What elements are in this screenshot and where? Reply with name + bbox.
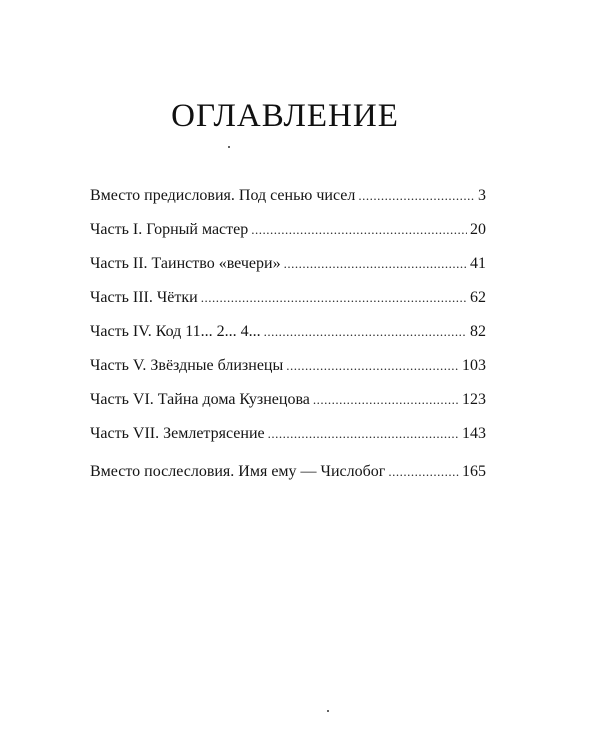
toc-entry-label: Часть I. Горный мастер — [90, 221, 249, 238]
toc-entry-label: Вместо предисловия. Под сенью чисел — [90, 187, 356, 204]
toc-entry-label: Часть VI. Тайна дома Кузнецова — [90, 391, 310, 408]
toc-entry-page: 123 — [462, 391, 486, 408]
toc-entry — [90, 356, 486, 376]
toc-entry — [90, 186, 486, 206]
toc-entry-page: 103 — [462, 357, 486, 374]
toc-entry-page: 62 — [470, 289, 486, 306]
toc-leader-dots — [201, 288, 467, 308]
toc-entry — [90, 322, 486, 342]
toc-entry-label: Часть IV. Код 11... 2... 4... — [90, 323, 261, 340]
toc-entry-page: 165 — [462, 463, 486, 480]
scan-speck — [327, 710, 329, 712]
toc-leader-dots — [264, 322, 467, 342]
toc-leader-dots — [284, 254, 467, 274]
toc-entry-page: 41 — [470, 255, 486, 272]
page-title: ОГЛАВЛЕНИЕ — [171, 98, 399, 134]
toc-leader-dots — [358, 186, 475, 206]
toc-entry — [90, 390, 486, 410]
toc-entry-page: 20 — [470, 221, 486, 238]
table-of-contents — [90, 186, 486, 482]
toc-entry-label: Часть II. Таинство «вечери» — [90, 255, 281, 272]
toc-entry — [90, 288, 486, 308]
toc-leader-dots — [286, 356, 459, 376]
toc-leader-dots — [388, 462, 459, 482]
toc-entry — [90, 462, 486, 482]
toc-entry — [90, 424, 486, 444]
toc-entry-page: 3 — [478, 187, 486, 204]
toc-entry-page: 143 — [462, 425, 486, 442]
toc-entry — [90, 220, 486, 240]
toc-entry-label: Часть V. Звёздные близнецы — [90, 357, 284, 374]
toc-leader-dots — [268, 424, 459, 444]
toc-entry-label: Часть III. Чётки — [90, 289, 198, 306]
toc-entry-label: Вместо послесловия. Имя ему — Числобог — [90, 463, 386, 480]
toc-leader-dots — [251, 220, 467, 240]
scan-speck — [228, 146, 230, 148]
toc-leader-dots — [313, 390, 459, 410]
toc-entry-page: 82 — [470, 323, 486, 340]
toc-entry — [90, 254, 486, 274]
toc-entry-label: Часть VII. Землетрясение — [90, 425, 265, 442]
